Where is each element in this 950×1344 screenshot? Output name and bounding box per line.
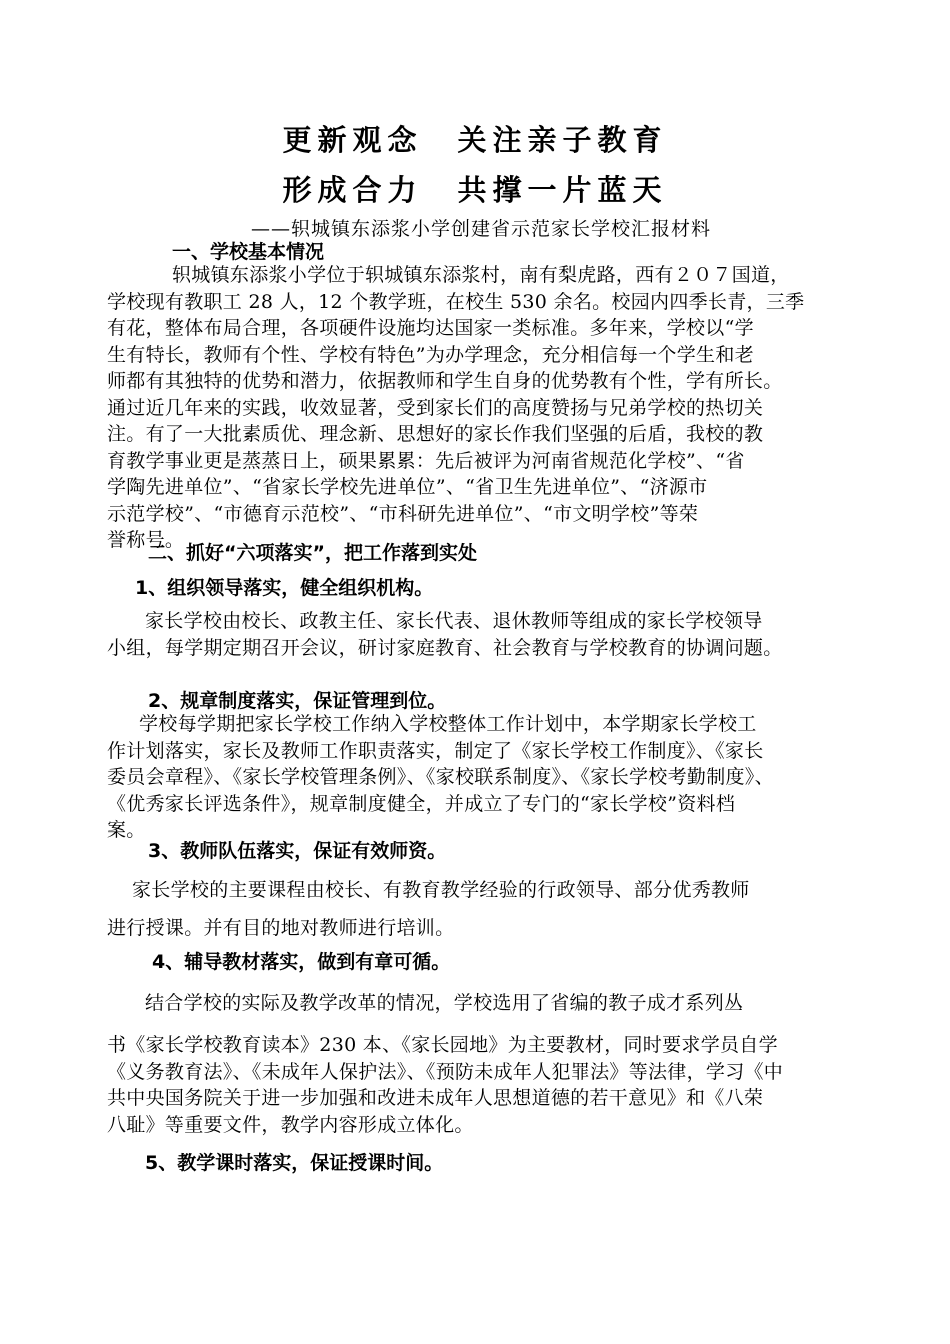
paragraph-line: 师都有其独特的优势和潜力，依据教师和学生自身的优势教有个性，学有所长。 — [107, 370, 783, 392]
item2-heading: 2、规章制度落实，保证管理到位。 — [148, 690, 447, 712]
item1-paragraph — [107, 608, 851, 661]
paragraph-line: 共中央国务院关于进一步加强和改进未成年人思想道德的若干意见》和《八荣 — [107, 1087, 764, 1109]
paragraph-line: 学陶先进单位”、“省家长学校先进单位”、“省卫生先进单位”、“济源市 — [107, 476, 708, 498]
item5-heading: 5、教学课时落实，保证授课时间。 — [145, 1152, 444, 1174]
paragraph-line: 委员会章程》、《家长学校管理条例》、《家校联系制度》、《家长学校考勤制度》、 — [107, 766, 774, 788]
paragraph-line: 通过近几年来的实践，收效显著，受到家长们的高度赞扬与兄弟学校的热切关 — [107, 396, 764, 419]
paragraph-line: 作计划落实，家长及教师工作职责落实，制定了《家长学校工作制度》、《家长 — [107, 739, 764, 762]
item4-paragraph-rest — [107, 1032, 851, 1138]
paragraph-line: 《义务教育法》、《未成年人保护法》、《预防未成年人犯罪法》等法律，学习《中 — [107, 1060, 784, 1083]
section2-heading: 二、抓好“六项落实”，把工作落到实处 — [148, 542, 477, 564]
paragraph-line: 学校每学期把家长学校工作纳入学校整体工作计划中，本学期家长学校工 — [139, 713, 757, 735]
document-title-line2: 形成合力 共撑一片蓝天 — [282, 173, 668, 207]
item1-heading: 1、组织领导落实，健全组织机构。 — [135, 577, 434, 599]
item2-paragraph — [107, 711, 851, 844]
paragraph-line: 结合学校的实际及教学改革的情况，学校选用了省编的教子成才系列丛 — [145, 992, 744, 1014]
paragraph-line: 书《家长学校教育读本》230 本、《家长园地》为主要教材，同时要求学员自学 — [107, 1034, 778, 1056]
paragraph-line: 案。 — [107, 819, 146, 841]
paragraph-line: 学校现有教职工 28 人，12 个教学班，在校生 530 余名。校园内四季长青，三季 — [107, 290, 805, 313]
paragraph-line: 誉称号。 — [107, 529, 185, 551]
paragraph-line: 小组，每学期定期召开会议，研讨家庭教育、社会教育与学校教育的协调问题。 — [107, 636, 783, 659]
document-subtitle: ——轵城镇东添浆小学创建省示范家长学校汇报材料 — [251, 218, 712, 240]
paragraph-line: 轵城镇东添浆小学位于轵城镇东添浆村，南有梨虎路，西有２０７国道， — [172, 264, 790, 286]
paragraph-line: 示范学校”、“市德育示范校”、“市科研先进单位”、“市文明学校”等荣 — [107, 502, 699, 525]
item4-heading: 4、辅导教材落实，做到有章可循。 — [152, 951, 451, 973]
paragraph-line: 注。有了一大批素质优、理念新、思想好的家长作我们坚强的后盾，我校的教 — [107, 423, 764, 445]
section1-paragraph — [107, 262, 851, 554]
item3-heading: 3、教师队伍落实，保证有效师资。 — [148, 840, 447, 862]
paragraph-line: 八耻》等重要文件，教学内容形成立体化。 — [107, 1113, 474, 1136]
document-title-line1: 更新观念 关注亲子教育 — [282, 123, 668, 157]
item4-paragraph-first — [107, 990, 851, 1017]
paragraph-line: 家长学校由校长、政教主任、家长代表、退休教师等组成的家长学校领导 — [145, 610, 763, 632]
item3-paragraph — [107, 871, 851, 947]
paragraph-line: 《优秀家长评选条件》，规章制度健全，并成立了专门的“家长学校”资料档 — [107, 792, 736, 815]
paragraph-line: 育教学事业更是蒸蒸日上，硕果累累：先后被评为河南省规范化学校”、“省 — [107, 449, 745, 472]
paragraph-line: 进行授课。并有目的地对教师进行培训。 — [107, 917, 455, 939]
paragraph-line: 生有特长，教师有个性、学校有特色”为办学理念，充分相信每一个学生和老 — [107, 343, 754, 366]
paragraph-line: 有花，整体布局合理，各项硬件设施均达国家一类标准。多年来，学校以“学 — [107, 317, 754, 339]
paragraph-line: 家长学校的主要课程由校长、有教育教学经验的行政领导、部分优秀教师 — [132, 879, 750, 901]
section1-heading: 一、学校基本情况 — [172, 241, 325, 263]
